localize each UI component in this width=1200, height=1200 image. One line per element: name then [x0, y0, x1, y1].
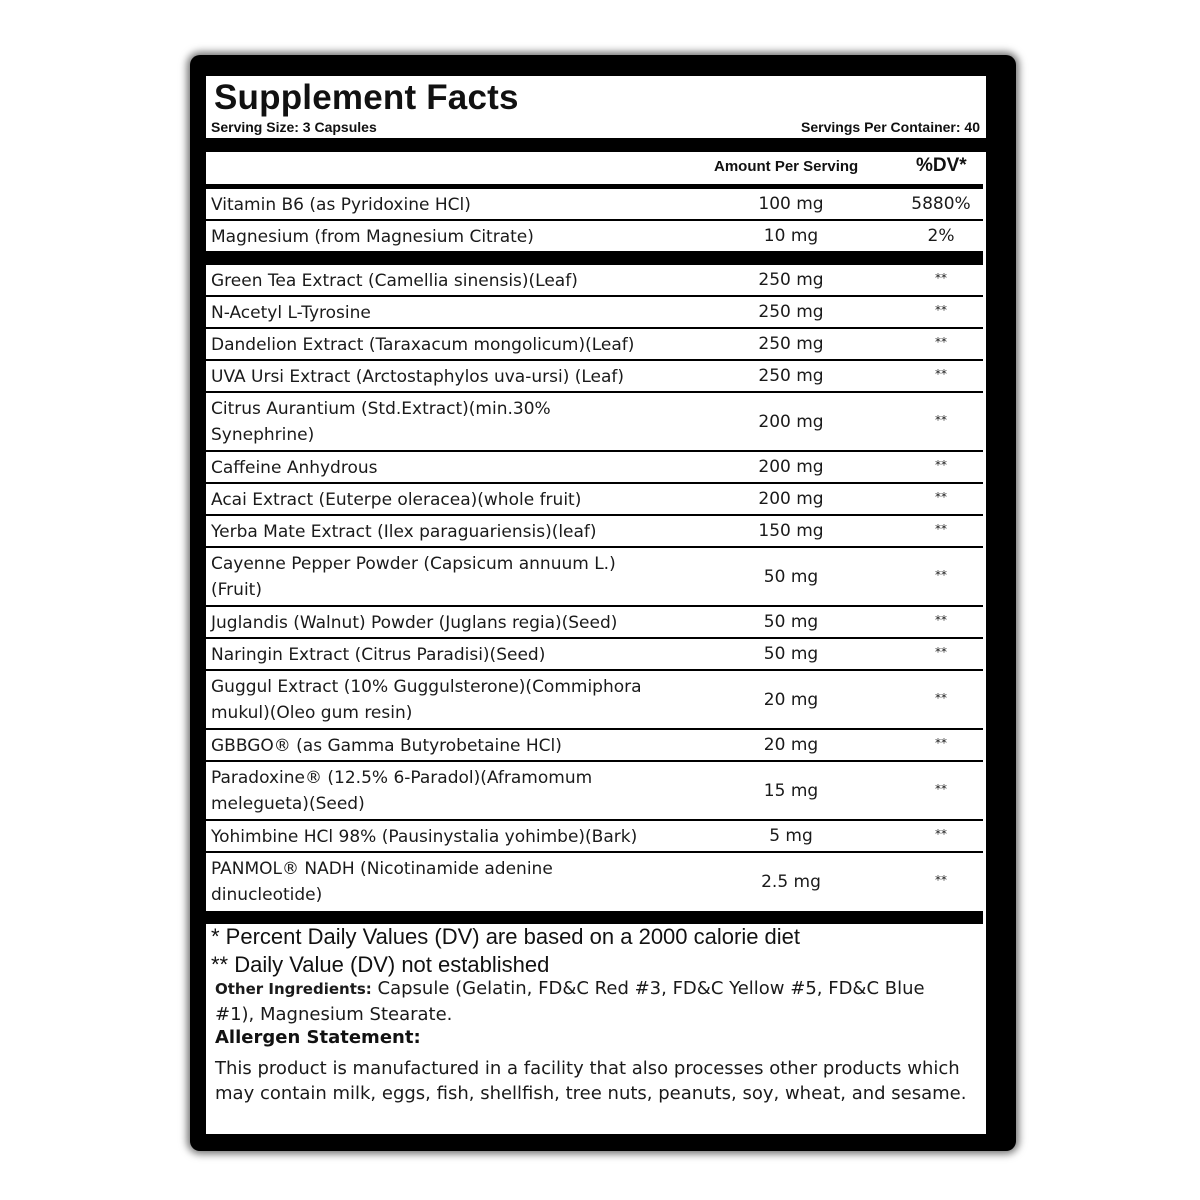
ingredient-row — [206, 607, 983, 639]
ingredient-amount: 250 mg — [758, 366, 824, 386]
ingredient-name: GBBGO® (as Gamma Butyrobetaine HCl) — [211, 736, 562, 756]
ingredient-amount: 200 mg — [758, 411, 824, 432]
nutrient-name: Vitamin B6 (as Pyridoxine HCl) — [211, 195, 471, 215]
ingredient-row — [206, 484, 983, 516]
nutrient-name: Magnesium (from Magnesium Citrate) — [211, 227, 534, 247]
ingredient-amount: 200 mg — [758, 489, 824, 509]
ingredient-amount: 50 mg — [763, 644, 819, 664]
other-ingredients — [215, 976, 955, 1027]
ingredient-row — [206, 265, 983, 297]
ingredient-amount: 15 mg — [763, 780, 819, 801]
supplement-facts-panel — [206, 76, 986, 1134]
ingredient-row — [206, 671, 983, 730]
ingredient-name: Caffeine Anhydrous — [211, 458, 378, 478]
ingredient-name: Juglandis (Walnut) Powder (Juglans regia)(Seed) — [211, 613, 618, 633]
ingredient-dv: ** — [935, 490, 947, 504]
serving-size: Serving Size: 3 Capsules — [211, 119, 377, 135]
daily-value-footnote: * Percent Daily Values (DV) are based on a 2000 calorie diet — [211, 924, 801, 949]
ingredient-amount: 50 mg — [763, 612, 819, 632]
ingredient-amount: 50 mg — [763, 566, 819, 587]
allergen-heading: Allergen Statement: — [215, 1027, 421, 1048]
ingredient-name: N-Acetyl L-Tyrosine — [211, 303, 371, 323]
ingredient-amount: 250 mg — [758, 270, 824, 290]
ingredient-amount: 5 mg — [769, 826, 813, 846]
ingredient-dv: ** — [935, 458, 947, 472]
ingredient-dv: ** — [935, 568, 947, 582]
allergen-statement: This product is manufactured in a facility that also processes other products which may contain milk, eggs, fish, shellfish, tree nuts, peanuts, soy, wheat, and sesame. — [215, 1058, 967, 1104]
ingredient-name: UVA Ursi Extract (Arctostaphylos uva-ursi) (Leaf) — [211, 367, 625, 387]
ingredient-row — [206, 297, 983, 329]
ingredient-dv: ** — [935, 736, 947, 750]
ingredient-row — [206, 329, 983, 361]
ingredient-dv: ** — [935, 691, 947, 705]
ingredient-row — [206, 452, 983, 484]
ingredient-amount: 200 mg — [758, 457, 824, 477]
ingredient-row — [206, 639, 983, 671]
ingredient-dv: ** — [935, 522, 947, 536]
ingredient-name: Citrus Aurantium (Std.Extract)(min.30% Synephrine) — [211, 399, 551, 445]
nutrient-row — [206, 221, 983, 251]
ingredient-name: Yerba Mate Extract (Ilex paraguariensis)(leaf) — [211, 522, 597, 542]
ingredient-dv: ** — [935, 873, 947, 887]
other-ingredients-label: Other Ingredients: — [215, 980, 372, 998]
dv-not-established-footnote: ** Daily Value (DV) not established — [211, 952, 550, 977]
ingredient-name: PANMOL® NADH (Nicotinamide adenine dinucleotide) — [211, 859, 553, 905]
ingredient-row — [206, 821, 983, 853]
ingredient-name: Guggul Extract (10% Guggulsterone)(Commiphora mukul)(Oleo gum resin) — [211, 677, 642, 723]
daily-value-header: %DV* — [916, 155, 967, 176]
ingredient-dv: ** — [935, 335, 947, 349]
ingredient-name: Green Tea Extract (Camellia sinensis)(Leaf) — [211, 271, 578, 291]
other-ingredients-text: Capsule (Gelatin, FD&C Red #3, FD&C Yellow #5, FD&C Blue #1), Magnesium Stearate. — [215, 978, 925, 1025]
ingredient-row — [206, 730, 983, 762]
ingredient-dv: ** — [935, 613, 947, 627]
ingredient-name: Paradoxine® (12.5% 6-Paradol)(Aframomum melegueta)(Seed) — [211, 768, 593, 814]
ingredient-amount: 2.5 mg — [761, 872, 821, 892]
ingredient-amount: 250 mg — [758, 334, 824, 354]
nutrient-amount: 10 mg — [763, 226, 819, 246]
nutrient-dv: 5880% — [911, 194, 971, 214]
servings-per-container: Servings Per Container: 40 — [801, 119, 980, 135]
nutrient-amount: 100 mg — [758, 194, 824, 214]
nutrient-dv: 2% — [927, 226, 955, 246]
ingredient-dv: ** — [935, 645, 947, 659]
ingredient-name: Cayenne Pepper Powder (Capsicum annuum L.)(Fruit) — [211, 554, 616, 600]
thick-divider-middle — [206, 251, 983, 265]
ingredient-name: Yohimbine HCl 98% (Pausinystalia yohimbe)(Bark) — [211, 827, 638, 847]
ingredient-dv: ** — [935, 271, 947, 285]
ingredient-amount: 20 mg — [763, 735, 819, 755]
ingredient-dv: ** — [935, 367, 947, 381]
ingredient-row — [206, 516, 983, 548]
panel-title: Supplement Facts — [214, 78, 519, 117]
ingredient-amount: 250 mg — [758, 302, 824, 322]
thick-divider-top — [206, 138, 986, 152]
ingredient-row — [206, 361, 983, 393]
ingredient-row — [206, 853, 983, 911]
ingredient-amount: 20 mg — [763, 689, 819, 710]
ingredient-dv: ** — [935, 303, 947, 317]
ingredient-dv: ** — [935, 413, 947, 427]
ingredient-row — [206, 393, 983, 452]
ingredient-name: Dandelion Extract (Taraxacum mongolicum)(Leaf) — [211, 335, 635, 355]
nutrient-row — [206, 189, 983, 221]
thick-divider-bottom — [206, 911, 983, 924]
ingredient-dv: ** — [935, 782, 947, 796]
ingredient-row — [206, 762, 983, 821]
ingredient-dv: ** — [935, 827, 947, 841]
ingredient-name: Acai Extract (Euterpe oleracea)(whole fruit) — [211, 490, 582, 510]
amount-per-serving-header: Amount Per Serving — [714, 158, 859, 175]
ingredient-amount: 150 mg — [758, 521, 824, 541]
ingredient-name: Naringin Extract (Citrus Paradisi)(Seed) — [211, 645, 546, 665]
ingredient-row — [206, 548, 983, 607]
